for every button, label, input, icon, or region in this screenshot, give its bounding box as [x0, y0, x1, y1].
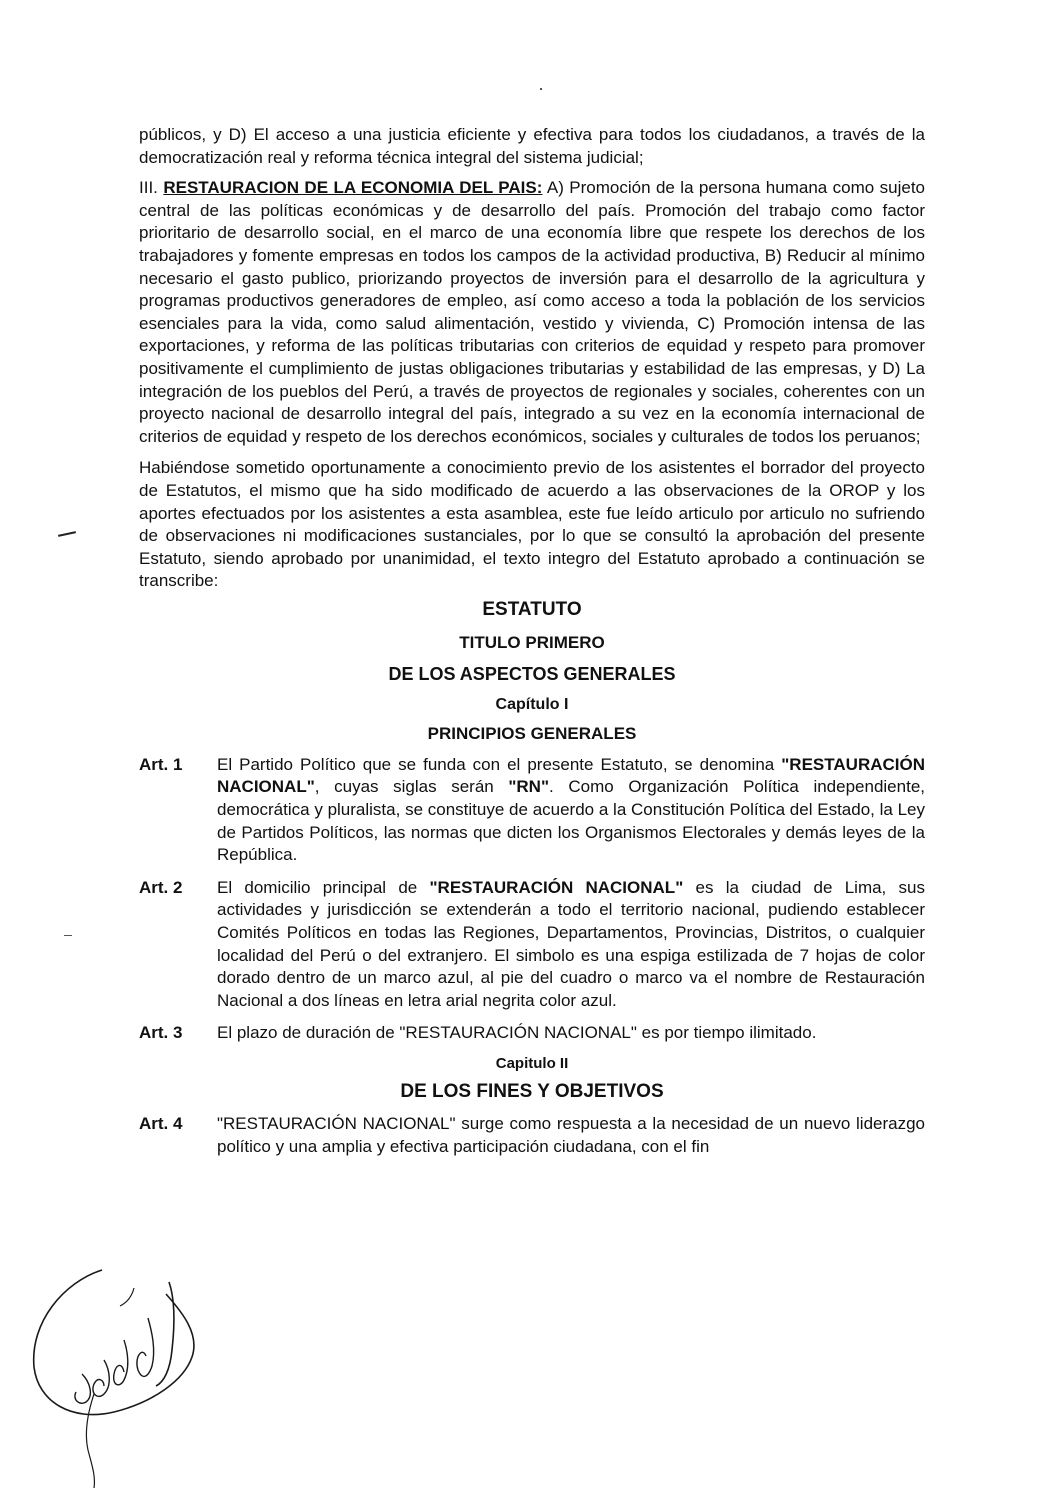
margin-tick-mark	[64, 935, 72, 936]
paragraph-public-justice: públicos, y D) El acceso a una justicia eficiente y efectiva para todos los ciudadanos, a través de la democratización real y reforma técnica integral del sistema judicial;	[139, 125, 925, 167]
heading-fines-objetivos: DE LOS FINES Y OBJETIVOS	[400, 1081, 664, 1102]
article-text-part: , cuyas siglas serán	[314, 777, 509, 797]
article-label: Art. 2	[139, 877, 183, 897]
scan-speck	[540, 88, 542, 90]
party-acronym: "RN"	[508, 777, 550, 797]
article-4	[139, 1113, 925, 1158]
heading-titulo-primero: TITULO PRIMERO	[459, 632, 605, 652]
paragraph-economy-restoration	[139, 177, 925, 448]
article-2	[139, 877, 925, 1013]
article-1	[139, 754, 925, 867]
article-3	[139, 1022, 925, 1045]
margin-pen-mark	[58, 531, 76, 537]
article-text-part: . Como Organización Política independiente, democrática y pluralista, se constituye de acuerdo a la Constitución Política del Estado, la Ley de Partidos Políticos, las normas que dicten los Organismos Electorales y demás leyes de la República.	[217, 777, 925, 865]
section-body-economy: A) Promoción de la persona humana como sujeto central de las políticas económicas y de desarrollo del país. Promoción del trabajo como factor prioritario de desarrollo social, en el marco de una economía libre que respete los derechos de los trabajadores y fomente empresas en todos los campos de la actividad productiva, B) Reducir al mínimo necesario el gasto publico, priorizando proyectos de inversión para el desarrollo de la agricultura y programas productivos generadores de empleo, así como acceso a toda la población de los servicios esenciales para la vida, como salud alimentación, vestido y vivienda, C) Promoción intensa de las exportaciones, y reforma de las políticas tributarias con criterios de equidad y respeto para promover positivamente el cumplimiento de justas obligaciones tributarias y estabilidad de las empresas, y D) La integración de los pueblos del Perú, a través de proyectos de regionales y sociales, coherentes con un proyecto nacional de desarrollo integral del país, integrado a su vez en la economía internacional de criterios de equidad y respeto de los derechos económicos, sociales y culturales de todos los peruanos;	[139, 178, 925, 446]
handwritten-signature	[24, 1262, 224, 1492]
section-number: III.	[139, 178, 158, 198]
article-label: Art. 3	[139, 1023, 183, 1043]
article-label: Art. 4	[139, 1114, 183, 1133]
paragraph-approval: Habiéndose sometido oportunamente a conocimiento previo de los asistentes el borrador del proyecto de Estatutos, el mismo que ha sido modificado de acuerdo a las observaciones de la OROP y los aportes efectuados por los asistentes a esta asamblea, este fue leído articulo por articulo no sufriendo de observaciones ni modificaciones sustanciales, por lo que se consultó la aprobación del presente Estatuto, siendo aprobado por unanimidad, el texto integro del Estatuto aprobado a continuación se transcribe:	[139, 458, 925, 591]
article-text-part: El domicilio principal de	[217, 877, 430, 897]
article-text: El plazo de duración de "RESTAURACIÓN NACIONAL" es por tiempo ilimitado.	[217, 1023, 817, 1043]
heading-capitulo-1: Capítulo I	[495, 695, 569, 713]
heading-capitulo-2: Capitulo II	[495, 1055, 569, 1072]
article-text: "RESTAURACIÓN NACIONAL" surge como respuesta a la necesidad de un nuevo liderazgo político y una amplia y efectiva participación ciudadana, con el fin	[217, 1114, 925, 1156]
article-text	[217, 754, 925, 867]
section-heading-economy: RESTAURACION DE LA ECONOMIA DEL PAIS:	[163, 178, 543, 198]
party-name: "RESTAURACIÓN NACIONAL"	[217, 754, 925, 797]
article-text-part: El Partido Político que se funda con el presente Estatuto, se denomina	[217, 754, 782, 774]
article-text-part: es la ciudad de Lima, sus actividades y jurisdicción se extenderán a todo el territorio nacional, pudiendo establecer Comités Políticos en todas las Regiones, Departamentos, Provincias, Distritos, o cualquier localidad del Perú o del extranjero. El simbolo es una espiga estilizada de 7 hojas de color dorado dentro de un marco azul, al pie del cuadro o marco va el nombre de Restauración Nacional a dos líneas en letra arial negrita color azul.	[217, 877, 925, 1010]
article-label: Art. 1	[139, 754, 183, 774]
document-body	[139, 124, 925, 1168]
article-text	[217, 877, 925, 1013]
party-name: "RESTAURACIÓN NACIONAL"	[429, 877, 684, 897]
heading-estatuto: ESTATUTO	[482, 598, 582, 620]
heading-aspectos-generales: DE LOS ASPECTOS GENERALES	[388, 663, 676, 684]
heading-principios-generales: PRINCIPIOS GENERALES	[427, 723, 637, 743]
